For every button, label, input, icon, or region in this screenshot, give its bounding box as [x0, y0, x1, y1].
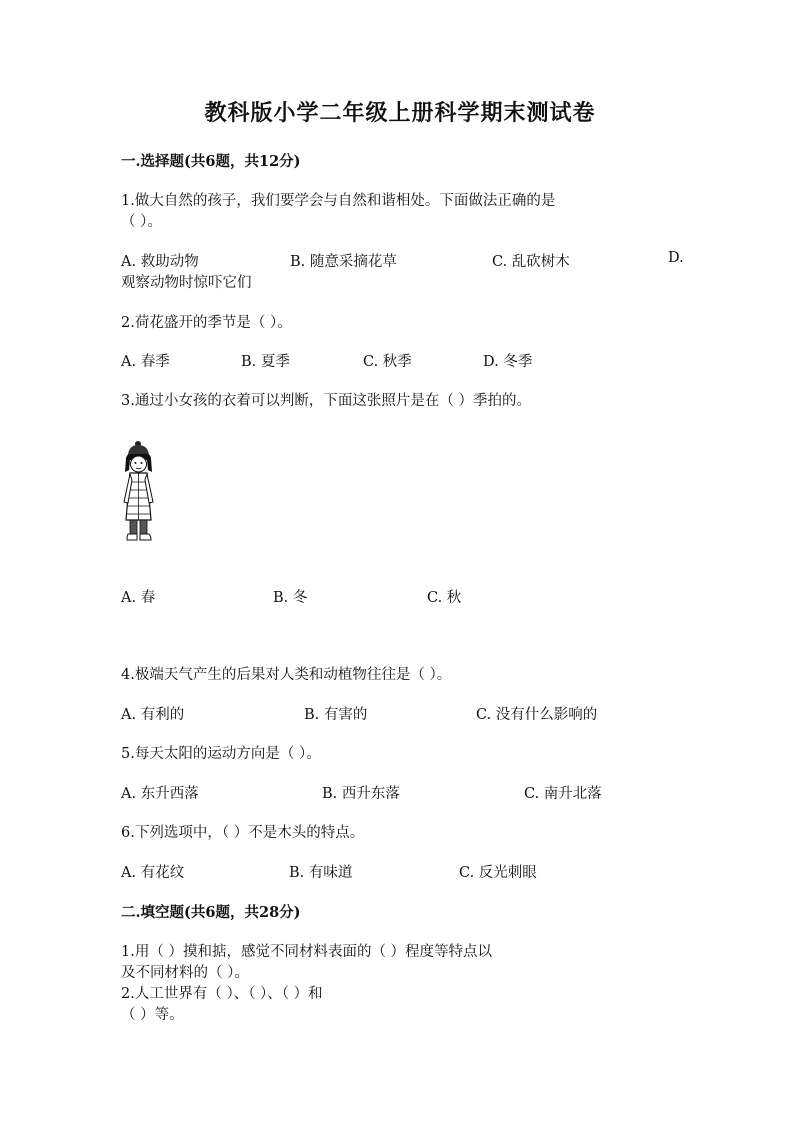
fill-question-2-line-2: （ ）等。 [121, 1007, 184, 1023]
question-1-option-a: A. 救助动物 [121, 254, 199, 270]
question-1-option-d-text: 观察动物时惊吓它们 [121, 275, 252, 291]
question-6-option-a: A. 有花纹 [121, 865, 185, 881]
question-6-text: 6.下列选项中，（ ）不是木头的特点。 [121, 825, 365, 841]
fill-question-2-line-1: 2.人工世界有（ ）、（ ）、（ ）和 [121, 986, 323, 1002]
question-2-option-a: A. 春季 [121, 354, 170, 370]
question-2-option-d: D. 冬季 [483, 354, 533, 370]
question-6-option-c: C. 反光刺眼 [459, 865, 537, 881]
question-1-option-d: D. [668, 250, 684, 266]
question-2-option-b: B. 夏季 [241, 354, 290, 370]
question-5-option-c: C. 南升北落 [524, 786, 602, 802]
question-4-option-c: C. 没有什么影响的 [476, 707, 598, 723]
fill-question-1-line-1: 1.用（ ）摸和掂，感觉不同材料表面的（ ）程度等特点以 [121, 944, 493, 960]
question-4-text: 4.极端天气产生的后果对人类和动植物往往是（ ）。 [121, 667, 452, 683]
question-1-blank: （ ）。 [121, 214, 162, 230]
section-heading-fill-blank: 二.填空题(共6题，共28分) [121, 904, 301, 921]
question-3-option-c: C. 秋 [427, 590, 462, 606]
question-5-text: 5.每天太阳的运动方向是（ ）。 [121, 746, 321, 762]
fill-question-1-line-2: 及不同材料的（ ）。 [121, 965, 249, 981]
question-3-text: 3.通过小女孩的衣着可以判断，下面这张照片是在（ ）季拍的。 [121, 393, 531, 409]
question-2-option-c: C. 秋季 [363, 354, 412, 370]
page-title: 教科版小学二年级上册科学期末测试卷 [204, 100, 596, 126]
question-4-option-a: A. 有利的 [121, 707, 185, 723]
question-3-option-b: B. 冬 [273, 590, 308, 606]
question-2-text: 2.荷花盛开的季节是（ ）。 [121, 315, 292, 331]
question-4-option-b: B. 有害的 [304, 707, 368, 723]
question-6-option-b: B. 有味道 [289, 865, 353, 881]
question-1-option-b: B. 随意采摘花草 [290, 254, 397, 270]
question-1-text: 1.做大自然的孩子，我们要学会与自然和谐相处。下面做法正确的是 [121, 193, 556, 209]
question-5-option-a: A. 东升西落 [121, 786, 199, 802]
section-heading-choice: 一.选择题(共6题，共12分) [121, 153, 301, 170]
girl-in-winter-coat-illustration [118, 440, 160, 546]
question-1-option-c: C. 乱砍树木 [492, 254, 570, 270]
question-3-option-a: A. 春 [121, 590, 156, 606]
question-5-option-b: B. 西升东落 [322, 786, 400, 802]
